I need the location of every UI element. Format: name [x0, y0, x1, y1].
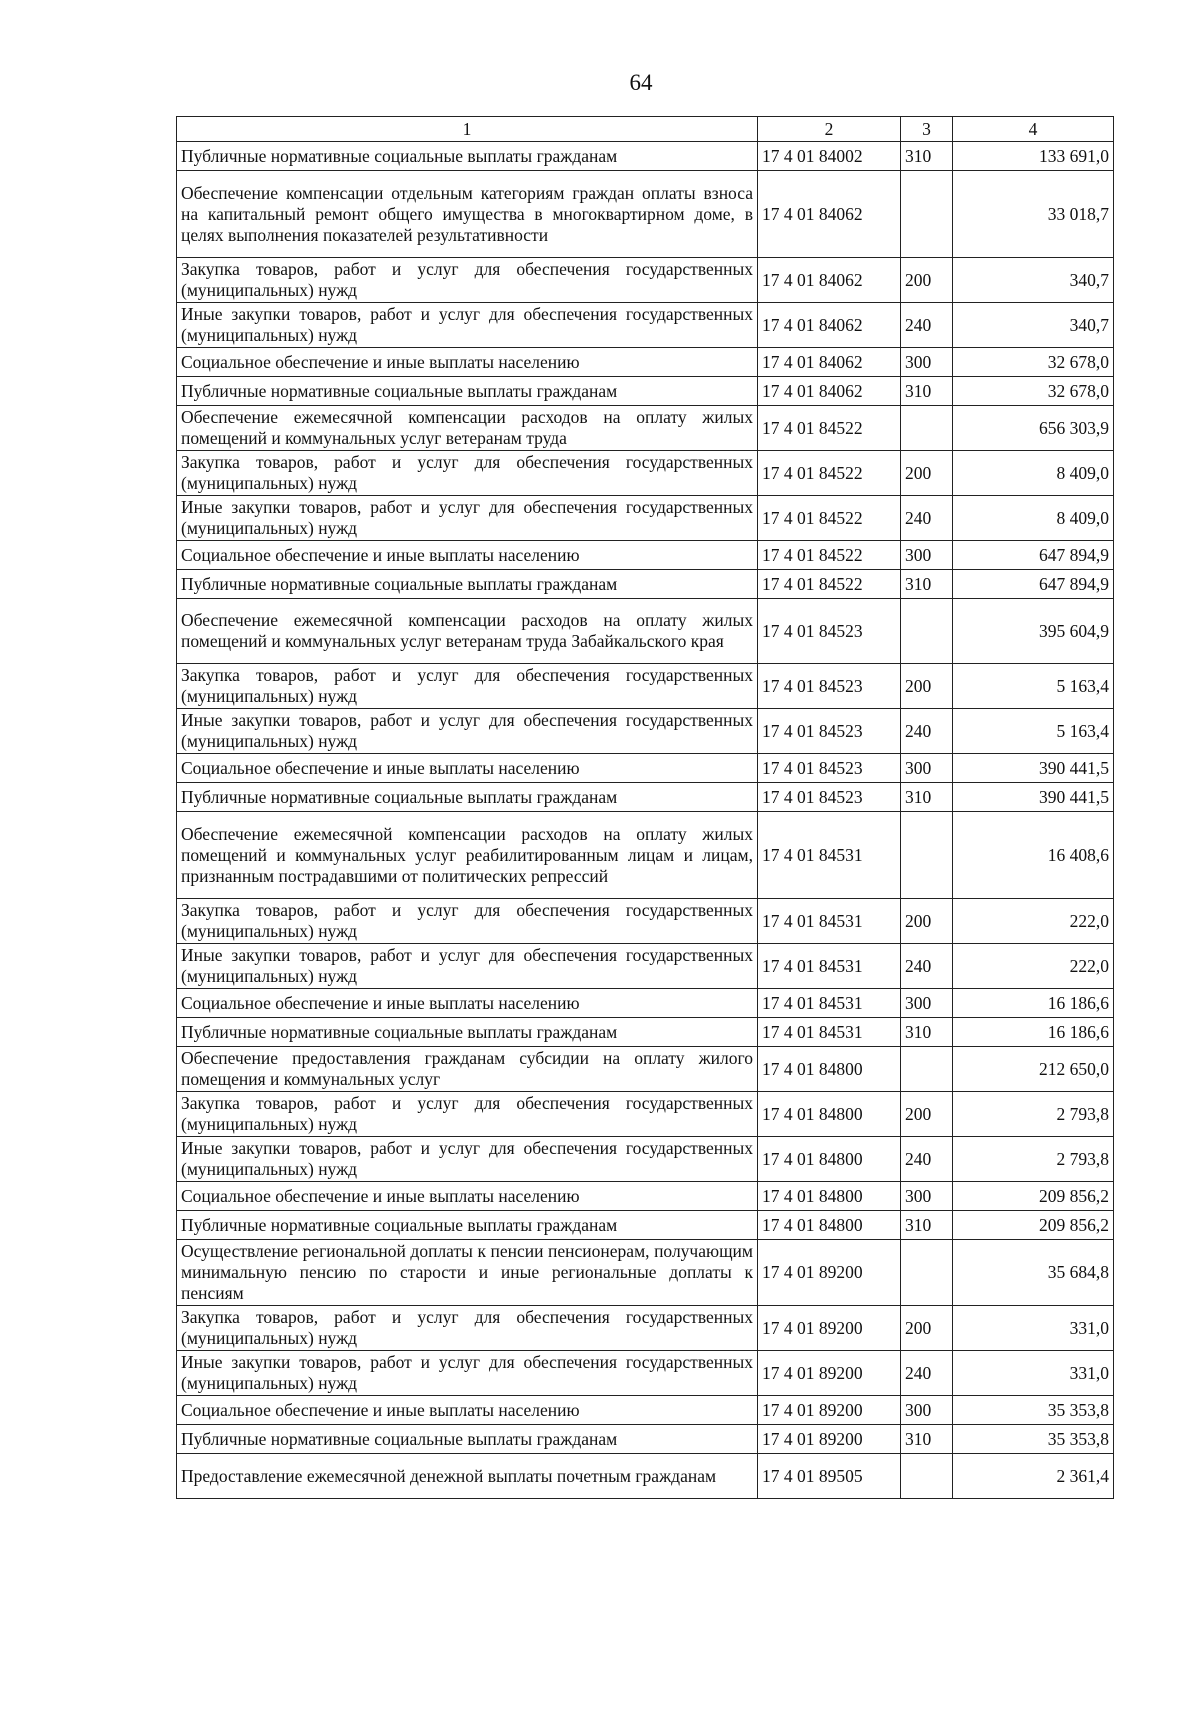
cell-name: Обеспечение компенсации отдельным категориям граждан оплаты взноса на капитальный ремонт общего имущества в многоквартирном доме, в целях выполнения показателей результативности — [177, 171, 758, 258]
cell-type: 310 — [901, 1211, 953, 1240]
column-header-type: 3 — [901, 117, 953, 142]
cell-amount: 647 894,9 — [953, 541, 1114, 570]
cell-name: Публичные нормативные социальные выплаты гражданам — [177, 1211, 758, 1240]
cell-code: 17 4 01 89200 — [758, 1240, 901, 1306]
cell-code: 17 4 01 89200 — [758, 1306, 901, 1351]
cell-type: 310 — [901, 377, 953, 406]
cell-code: 17 4 01 84062 — [758, 348, 901, 377]
cell-type: 300 — [901, 754, 953, 783]
cell-name: Закупка товаров, работ и услуг для обеспечения государственных (муниципальных) нужд — [177, 1092, 758, 1137]
table-row — [177, 1137, 1114, 1182]
cell-amount: 35 684,8 — [953, 1240, 1114, 1306]
cell-name: Социальное обеспечение и иные выплаты населению — [177, 754, 758, 783]
table-row — [177, 348, 1114, 377]
cell-amount: 331,0 — [953, 1306, 1114, 1351]
cell-name: Закупка товаров, работ и услуг для обеспечения государственных (муниципальных) нужд — [177, 1306, 758, 1351]
table-row — [177, 989, 1114, 1018]
cell-name: Публичные нормативные социальные выплаты гражданам — [177, 142, 758, 171]
cell-name: Обеспечение ежемесячной компенсации расходов на оплату жилых помещений и коммунальных услуг реабилитированным лицам и лицам, признанным пострадавшими от политических репрессий — [177, 812, 758, 899]
page-number: 64 — [629, 70, 653, 95]
cell-type: 310 — [901, 142, 953, 171]
table-row — [177, 1211, 1114, 1240]
cell-code: 17 4 01 84522 — [758, 570, 901, 599]
cell-name: Публичные нормативные социальные выплаты гражданам — [177, 1018, 758, 1047]
cell-code: 17 4 01 84062 — [758, 377, 901, 406]
cell-amount: 8 409,0 — [953, 451, 1114, 496]
cell-type — [901, 1240, 953, 1306]
cell-name: Иные закупки товаров, работ и услуг для обеспечения государственных (муниципальных) нужд — [177, 303, 758, 348]
table-row — [177, 1018, 1114, 1047]
cell-name: Обеспечение ежемесячной компенсации расходов на оплату жилых помещений и коммунальных услуг ветеранам труда Забайкальского края — [177, 599, 758, 664]
cell-amount: 16 186,6 — [953, 1018, 1114, 1047]
cell-code: 17 4 01 84531 — [758, 1018, 901, 1047]
column-header-name: 1 — [177, 117, 758, 142]
cell-name: Закупка товаров, работ и услуг для обеспечения государственных (муниципальных) нужд — [177, 258, 758, 303]
cell-type: 200 — [901, 664, 953, 709]
cell-amount: 35 353,8 — [953, 1396, 1114, 1425]
cell-name: Социальное обеспечение и иные выплаты населению — [177, 1396, 758, 1425]
table-row — [177, 664, 1114, 709]
cell-amount: 340,7 — [953, 303, 1114, 348]
cell-name: Закупка товаров, работ и услуг для обеспечения государственных (муниципальных) нужд — [177, 451, 758, 496]
cell-name: Публичные нормативные социальные выплаты гражданам — [177, 570, 758, 599]
table-row — [177, 377, 1114, 406]
cell-name: Публичные нормативные социальные выплаты гражданам — [177, 783, 758, 812]
table-row — [177, 496, 1114, 541]
cell-amount: 5 163,4 — [953, 709, 1114, 754]
cell-type: 240 — [901, 496, 953, 541]
cell-code: 17 4 01 89200 — [758, 1396, 901, 1425]
table-row — [177, 303, 1114, 348]
table-row — [177, 709, 1114, 754]
cell-code: 17 4 01 84523 — [758, 783, 901, 812]
cell-amount: 16 186,6 — [953, 989, 1114, 1018]
cell-name: Осуществление региональной доплаты к пенсии пенсионерам, получающим минимальную пенсию по старости и иные региональные доплаты к пенсиям — [177, 1240, 758, 1306]
cell-type: 200 — [901, 1306, 953, 1351]
table-row — [177, 258, 1114, 303]
cell-amount: 340,7 — [953, 258, 1114, 303]
cell-type: 310 — [901, 783, 953, 812]
table-body — [177, 142, 1114, 1499]
cell-code: 17 4 01 84522 — [758, 496, 901, 541]
cell-amount: 209 856,2 — [953, 1182, 1114, 1211]
cell-amount: 209 856,2 — [953, 1211, 1114, 1240]
cell-type — [901, 812, 953, 899]
cell-code: 17 4 01 84531 — [758, 899, 901, 944]
cell-name: Публичные нормативные социальные выплаты гражданам — [177, 1425, 758, 1454]
cell-code: 17 4 01 84531 — [758, 812, 901, 899]
cell-amount: 2 361,4 — [953, 1454, 1114, 1499]
cell-amount: 331,0 — [953, 1351, 1114, 1396]
table-row — [177, 451, 1114, 496]
cell-code: 17 4 01 84531 — [758, 944, 901, 989]
cell-name: Иные закупки товаров, работ и услуг для обеспечения государственных (муниципальных) нужд — [177, 709, 758, 754]
cell-code: 17 4 01 84800 — [758, 1182, 901, 1211]
table-row — [177, 1047, 1114, 1092]
cell-code: 17 4 01 84522 — [758, 541, 901, 570]
cell-name: Публичные нормативные социальные выплаты гражданам — [177, 377, 758, 406]
cell-code: 17 4 01 84523 — [758, 709, 901, 754]
cell-code: 17 4 01 84531 — [758, 989, 901, 1018]
table-row — [177, 944, 1114, 989]
column-header-code: 2 — [758, 117, 901, 142]
cell-code: 17 4 01 89200 — [758, 1351, 901, 1396]
table-row — [177, 1240, 1114, 1306]
table-row — [177, 1351, 1114, 1396]
cell-amount: 647 894,9 — [953, 570, 1114, 599]
table-row — [177, 570, 1114, 599]
cell-type: 200 — [901, 1092, 953, 1137]
table-row — [177, 406, 1114, 451]
cell-amount: 390 441,5 — [953, 783, 1114, 812]
cell-name: Социальное обеспечение и иные выплаты населению — [177, 1182, 758, 1211]
cell-type: 240 — [901, 1351, 953, 1396]
cell-type: 200 — [901, 451, 953, 496]
cell-amount: 32 678,0 — [953, 348, 1114, 377]
cell-type: 240 — [901, 944, 953, 989]
cell-name: Иные закупки товаров, работ и услуг для обеспечения государственных (муниципальных) нужд — [177, 496, 758, 541]
table-row — [177, 812, 1114, 899]
cell-type — [901, 171, 953, 258]
cell-code: 17 4 01 89505 — [758, 1454, 901, 1499]
cell-name: Иные закупки товаров, работ и услуг для обеспечения государственных (муниципальных) нужд — [177, 1351, 758, 1396]
cell-amount: 395 604,9 — [953, 599, 1114, 664]
cell-code: 17 4 01 84002 — [758, 142, 901, 171]
table-row — [177, 1425, 1114, 1454]
table-row — [177, 1454, 1114, 1499]
cell-name: Социальное обеспечение и иные выплаты населению — [177, 989, 758, 1018]
cell-code: 17 4 01 84523 — [758, 754, 901, 783]
budget-table — [176, 116, 1114, 1499]
cell-type — [901, 1047, 953, 1092]
cell-type — [901, 1454, 953, 1499]
cell-type: 300 — [901, 1396, 953, 1425]
cell-type — [901, 599, 953, 664]
cell-amount: 32 678,0 — [953, 377, 1114, 406]
table-row — [177, 599, 1114, 664]
table-row — [177, 783, 1114, 812]
cell-type: 300 — [901, 989, 953, 1018]
cell-type: 200 — [901, 899, 953, 944]
cell-amount: 212 650,0 — [953, 1047, 1114, 1092]
table-row — [177, 1306, 1114, 1351]
cell-amount: 656 303,9 — [953, 406, 1114, 451]
cell-name: Закупка товаров, работ и услуг для обеспечения государственных (муниципальных) нужд — [177, 899, 758, 944]
cell-name: Иные закупки товаров, работ и услуг для обеспечения государственных (муниципальных) нужд — [177, 1137, 758, 1182]
cell-type: 300 — [901, 1182, 953, 1211]
table-row — [177, 899, 1114, 944]
cell-type: 310 — [901, 1425, 953, 1454]
cell-code: 17 4 01 84522 — [758, 451, 901, 496]
cell-amount: 133 691,0 — [953, 142, 1114, 171]
cell-amount: 2 793,8 — [953, 1137, 1114, 1182]
table-row — [177, 754, 1114, 783]
cell-type: 300 — [901, 348, 953, 377]
table-row — [177, 1182, 1114, 1211]
table-header-row — [177, 117, 1114, 142]
cell-type: 240 — [901, 1137, 953, 1182]
cell-type: 240 — [901, 709, 953, 754]
cell-amount: 33 018,7 — [953, 171, 1114, 258]
cell-code: 17 4 01 84800 — [758, 1211, 901, 1240]
cell-amount: 222,0 — [953, 944, 1114, 989]
cell-code: 17 4 01 84800 — [758, 1137, 901, 1182]
cell-code: 17 4 01 84062 — [758, 171, 901, 258]
cell-name: Социальное обеспечение и иные выплаты населению — [177, 348, 758, 377]
cell-amount: 2 793,8 — [953, 1092, 1114, 1137]
cell-type — [901, 406, 953, 451]
cell-name: Социальное обеспечение и иные выплаты населению — [177, 541, 758, 570]
cell-type: 200 — [901, 258, 953, 303]
cell-code: 17 4 01 84800 — [758, 1092, 901, 1137]
table-row — [177, 541, 1114, 570]
table-row — [177, 1396, 1114, 1425]
table-row — [177, 142, 1114, 171]
cell-amount: 390 441,5 — [953, 754, 1114, 783]
cell-name: Обеспечение предоставления гражданам субсидии на оплату жилого помещения и коммунальных услуг — [177, 1047, 758, 1092]
cell-type: 240 — [901, 303, 953, 348]
table-row — [177, 171, 1114, 258]
cell-code: 17 4 01 84523 — [758, 599, 901, 664]
cell-type: 310 — [901, 570, 953, 599]
cell-code: 17 4 01 84062 — [758, 258, 901, 303]
cell-amount: 35 353,8 — [953, 1425, 1114, 1454]
cell-name: Иные закупки товаров, работ и услуг для обеспечения государственных (муниципальных) нужд — [177, 944, 758, 989]
column-header-amount: 4 — [953, 117, 1114, 142]
cell-name: Предоставление ежемесячной денежной выплаты почетным гражданам — [177, 1454, 758, 1499]
cell-type: 310 — [901, 1018, 953, 1047]
cell-amount: 5 163,4 — [953, 664, 1114, 709]
cell-code: 17 4 01 89200 — [758, 1425, 901, 1454]
cell-code: 17 4 01 84523 — [758, 664, 901, 709]
cell-amount: 222,0 — [953, 899, 1114, 944]
cell-type: 300 — [901, 541, 953, 570]
cell-code: 17 4 01 84062 — [758, 303, 901, 348]
cell-code: 17 4 01 84800 — [758, 1047, 901, 1092]
cell-name: Закупка товаров, работ и услуг для обеспечения государственных (муниципальных) нужд — [177, 664, 758, 709]
cell-amount: 16 408,6 — [953, 812, 1114, 899]
cell-code: 17 4 01 84522 — [758, 406, 901, 451]
cell-name: Обеспечение ежемесячной компенсации расходов на оплату жилых помещений и коммунальных услуг ветеранам труда — [177, 406, 758, 451]
table-row — [177, 1092, 1114, 1137]
cell-amount: 8 409,0 — [953, 496, 1114, 541]
